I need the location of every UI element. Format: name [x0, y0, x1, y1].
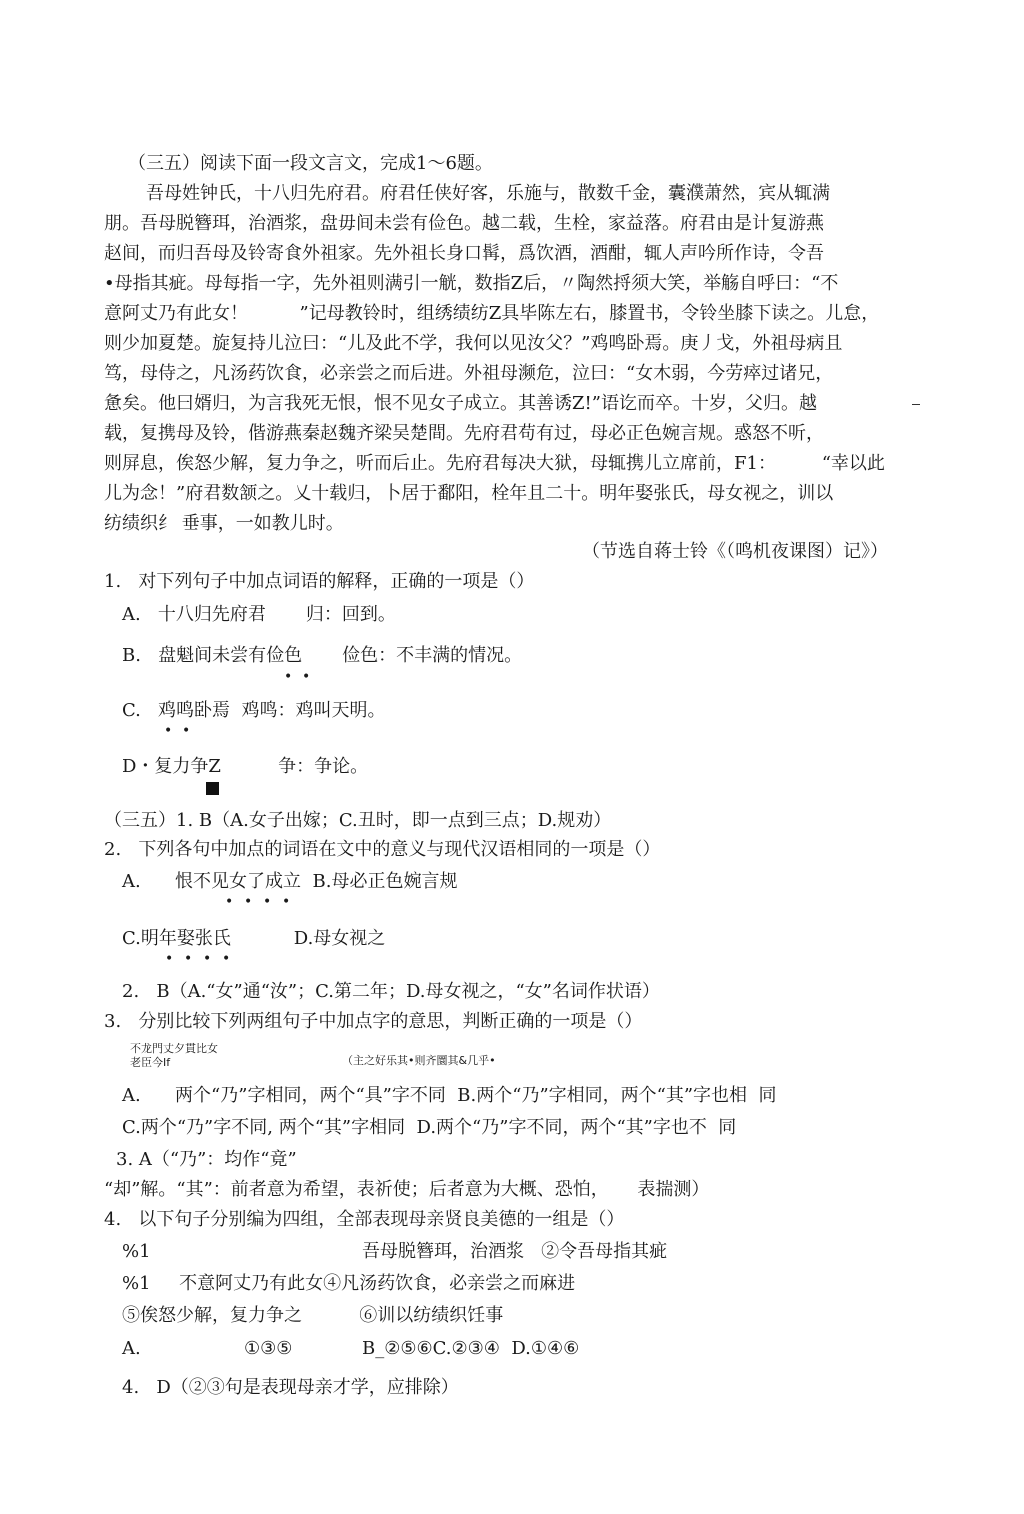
- q1-option-a: A. 十八归先府君 归：回到。: [122, 604, 396, 625]
- stray-dash: [912, 404, 920, 405]
- passage-line: •母指其疵。母每指一字，先外祖则满引一觥，数指Z后，〃陶然捋须大笑，举觞自呼曰：“不: [104, 273, 839, 294]
- q4-answer: 4. D（②③句是表现母亲才学，应排除）: [122, 1377, 459, 1398]
- passage-line: 儿为念！”府君数颔之。乂十载归，卜居于鄱阳，栓年且二十。明年娶张氏，母女视之，训以: [104, 483, 834, 504]
- q1-answer: （三五）1. B（A.女子出嫁；C.丑时，即一点到三点；D.规劝）: [104, 810, 612, 831]
- passage-line: 则屏息，俟怒少解，复力争之，听而后止。先府君每决大狱，母辄携儿立席前，F1： “幸以此: [104, 453, 885, 474]
- emphasis-dot: •: [225, 894, 234, 910]
- q4-row-2: %1 不意阿丈乃有此女④凡汤药饮食，必亲尝之而麻进: [122, 1273, 576, 1294]
- emphasis-dot: •: [244, 894, 253, 910]
- passage-source: （节选自蒋士铃《（鸣机夜课图）记》）: [582, 541, 888, 562]
- emphasis-dot: •: [222, 951, 231, 967]
- q4-options-bcd: B_②⑤⑥C.②③④ D.①④⑥: [362, 1338, 580, 1359]
- emphasis-dot: •: [263, 894, 272, 910]
- emphasis-dot: •: [182, 723, 191, 739]
- q1-option-b: B. 盘魁间未尝有俭色 俭色：不丰满的情况。: [122, 645, 523, 666]
- passage-line: 朋。吾母脱簪珥，治酒浆，盘毋间未尝有俭色。越二载，生栓，家益落。府君由是计复游燕: [104, 213, 824, 234]
- q3-answer-line-1: 3. A（“乃”：均作“竟”: [116, 1149, 297, 1170]
- q3-options-ab: A. 两个“乃”字相同，两个“具”字不同 B.两个“乃”字相同，两个“其”字也相 同: [122, 1085, 777, 1106]
- passage-line: 则少加夏楚。旋复持儿泣曰：“儿及此不学，我何以见汝父？”鸡鸣卧焉。庚丿戈，外祖母病且: [104, 333, 843, 354]
- emphasis-dot: •: [203, 951, 212, 967]
- q3-answer-line-2: “却”解。“其”：前者意为希望，表祈使；后者意为大概、恐怕， 表揣测）: [104, 1179, 710, 1200]
- passage-line: 吾母姓钟氏，十八归先府君。府君任侠好客，乐施与，散数千金，囊濮萧然，宾从辄满: [146, 183, 830, 204]
- q4-row-3: ⑤俟怒少解，复力争之 ⑥训以纺绩织饪事: [122, 1305, 504, 1326]
- emphasis-dot: •: [164, 723, 173, 739]
- passage-line: 纺绩织纟 垂事，一如教儿时。: [104, 513, 344, 534]
- q3-tiny-text: 老臣今If: [130, 1056, 171, 1069]
- q2-options-ab: A. 恨不见女了成立 B.母必正色婉言规: [122, 871, 458, 892]
- emphasis-dot: •: [282, 894, 291, 910]
- passage-line: 意阿丈乃有此女！ ”记母教铃时，组绣绩纺Z具毕陈左右，膝置书，令铃坐膝下读之。儿怠，: [104, 303, 880, 324]
- passage-line: 赵间，而归吾母及铃寄食外祖家。先外祖长身口髯，爲饮酒，酒酣，辄人声吟所作诗，令吾: [104, 243, 824, 264]
- emphasis-dot: •: [165, 951, 174, 967]
- q4-option-a: ①③⑤: [244, 1338, 293, 1359]
- q1-stem: 1. 对下列句子中加点词语的解释，正确的一项是（）: [104, 571, 535, 592]
- q2-stem: 2. 下列各句中加点的词语在文中的意义与现代汉语相同的一项是（）: [104, 839, 661, 860]
- passage-line: 笃，母侍之，凡汤药饮食，必亲尝之而后进。外祖母濒危，泣曰：“女木弱，今劳瘁过诸兄，: [104, 363, 834, 384]
- filled-square-mark: [206, 782, 219, 795]
- q3-tiny-text: （主之好乐其•则齐圜其&几乎•: [342, 1054, 496, 1067]
- emphasis-dot: •: [302, 669, 311, 685]
- q3-stem: 3. 分别比较下列两组句子中加点字的意思，判断正确的一项是（）: [104, 1011, 643, 1032]
- q2-answer: 2. B（A.“女”通“汝”；C.第二年；D.母女视之，“女”名词作状语）: [122, 981, 660, 1002]
- q1-option-d: D・复力争Z 争：争论。: [122, 756, 369, 777]
- passage-line: 载，复携母及铃，偕游燕秦赵魏齐梁吴楚間。先府君苟有过，母必正色婉言规。惑怒不听，: [104, 423, 824, 444]
- q1-option-c: C. 鸡鸣卧焉 鸡鸣：鸡叫天明。: [122, 700, 386, 721]
- q3-options-cd: C.两个“乃”字不同, 两个“其”字相同 D.两个“乃”字不同，两个“其”字也不 同: [122, 1117, 737, 1138]
- q4-stem: 4. 以下句子分别编为四组，全部表现母亲贤良美德的一组是（）: [104, 1209, 625, 1230]
- q2-options-cd: C.明年娶张氏 D.母女视之: [122, 928, 386, 949]
- q4-row-1-text: 吾母脱簪珥，治酒浆 ②令吾母指其疵: [362, 1241, 668, 1262]
- q3-tiny-text: 不龙門丈夕貫比女: [130, 1042, 218, 1055]
- passage-line: 惫矣。他曰婿归，为言我死无恨，恨不见女子成立。其善诱Z!”语讫而卒。十岁，父归。越: [104, 393, 817, 414]
- emphasis-dot: •: [184, 951, 193, 967]
- passage-heading: （三五）阅读下面一段文言文，完成1～6题。: [128, 153, 493, 174]
- q4-option-a-label: A.: [122, 1338, 141, 1359]
- q4-row-1-label: %1: [122, 1241, 151, 1262]
- emphasis-dot: •: [284, 669, 293, 685]
